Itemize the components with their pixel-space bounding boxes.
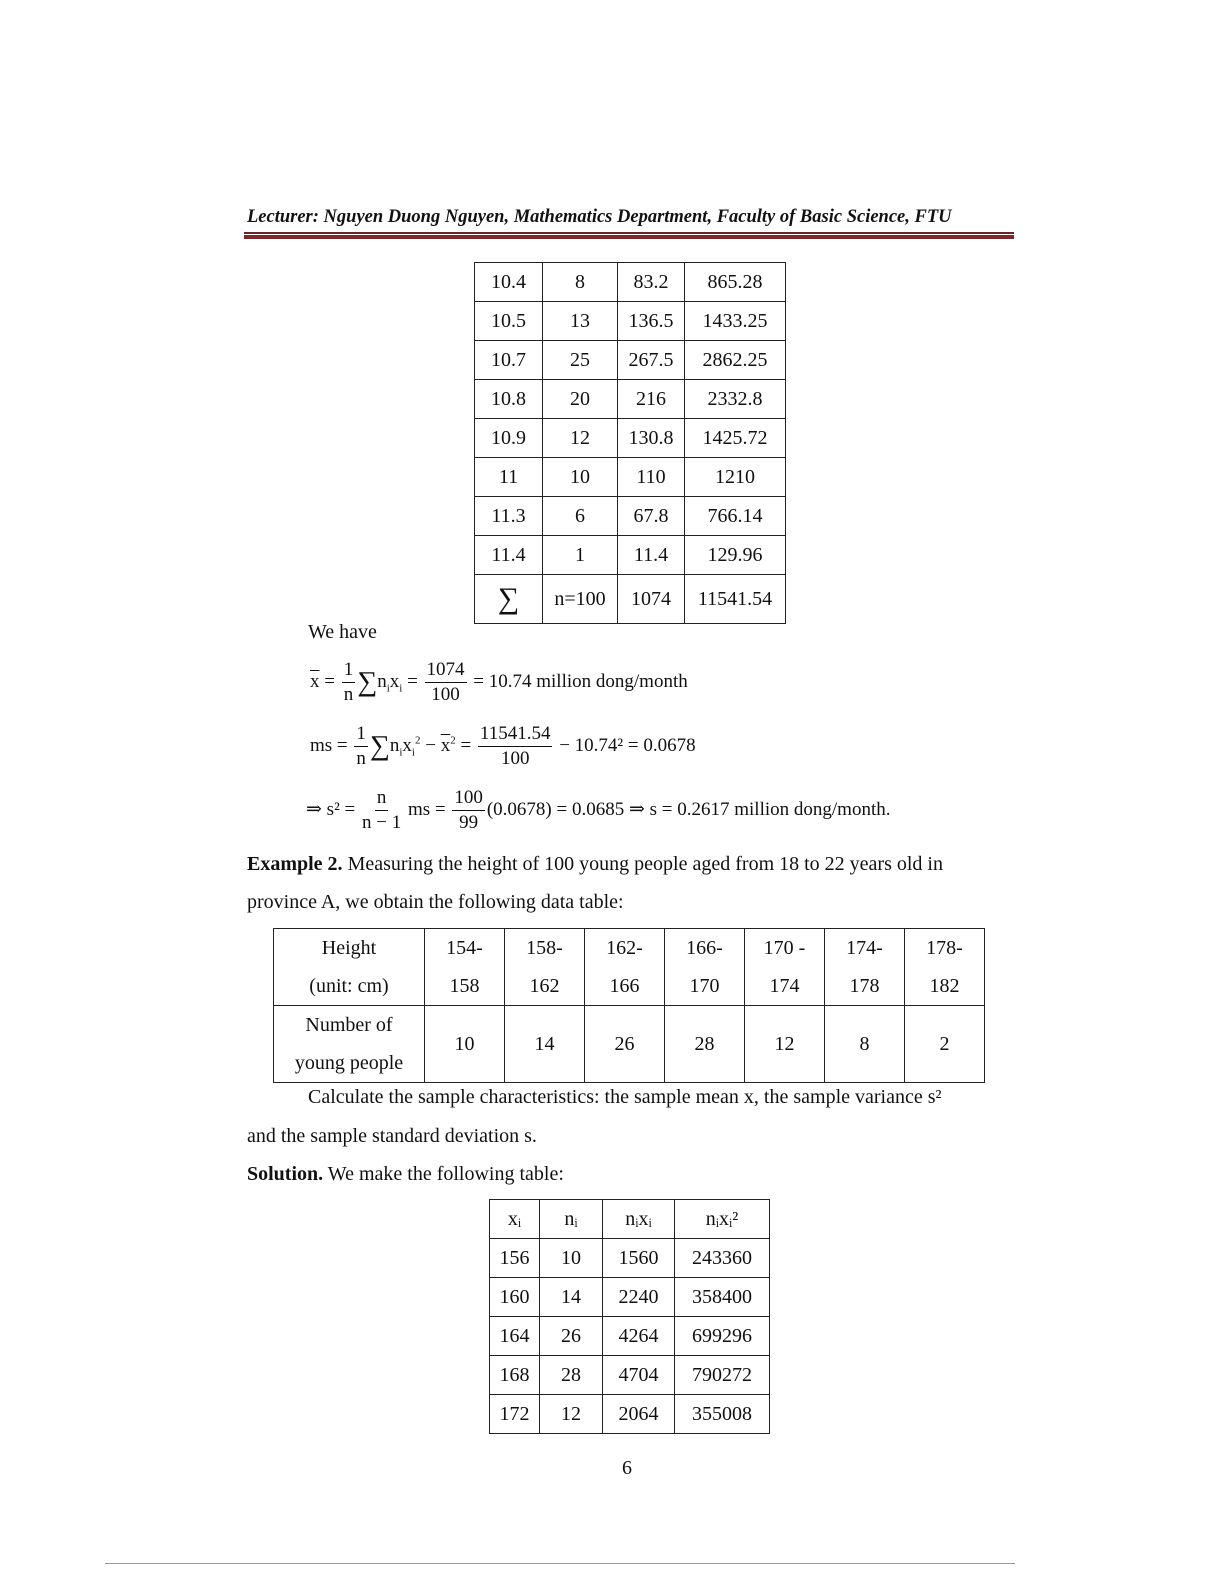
interval-cell	[505, 929, 585, 1006]
table-cell: 11541.54	[685, 575, 786, 624]
table-row	[490, 1278, 770, 1317]
table-cell: 164	[490, 1317, 540, 1356]
solution-label: Solution.	[247, 1163, 324, 1185]
count-cell: 28	[665, 1006, 745, 1083]
table-cell: 172	[490, 1395, 540, 1434]
page-number: 6	[622, 1457, 632, 1479]
table-cell: 110	[618, 458, 685, 497]
table-cell: 2862.25	[685, 341, 786, 380]
table-cell: 10.7	[475, 341, 543, 380]
table-row	[475, 263, 786, 302]
table-cell: 10.5	[475, 302, 543, 341]
column-header: nᵢxᵢ	[603, 1200, 675, 1239]
table-row	[475, 497, 786, 536]
interval-upper: 182	[929, 975, 960, 997]
den: n	[343, 684, 354, 705]
num: 100	[452, 786, 485, 811]
table-cell: 11.4	[475, 536, 543, 575]
table-cell: 11.4	[618, 536, 685, 575]
ms-result: − 10.74² = 0.0678	[559, 734, 696, 756]
table-row	[490, 1317, 770, 1356]
interval-cell	[745, 929, 825, 1006]
table-cell: 243360	[675, 1239, 770, 1278]
interval-upper: 178	[849, 975, 880, 997]
table-cell: 156	[490, 1239, 540, 1278]
table-cell: 8	[543, 263, 618, 302]
table-cell: 11	[475, 458, 543, 497]
count-cell: 12	[745, 1006, 825, 1083]
interval-lower: 158-	[526, 937, 563, 959]
table-cell: 10.8	[475, 380, 543, 419]
table-cell: 358400	[675, 1278, 770, 1317]
num: 11541.54	[478, 722, 553, 747]
example2-line1	[247, 853, 943, 876]
column-header: xᵢ	[490, 1200, 540, 1239]
table-cell: 11.3	[475, 497, 543, 536]
example-text: Measuring the height of 100 young people aged from 18 to 22 years old in	[342, 853, 943, 875]
interval-cell	[825, 929, 905, 1006]
count-cell: 10	[425, 1006, 505, 1083]
table-cell: 1425.72	[685, 419, 786, 458]
interval-lower: 170 -	[763, 937, 806, 959]
interval-cell	[905, 929, 985, 1006]
we-have-text: We have	[308, 621, 377, 643]
interval-upper: 170	[689, 975, 720, 997]
table-cell: 28	[540, 1356, 603, 1395]
table-row	[475, 341, 786, 380]
table-cell: 2240	[603, 1278, 675, 1317]
page-header: Lecturer: Nguyen Duong Nguyen, Mathematics Department, Faculty of Basic Science, FTU	[247, 207, 952, 227]
table-row	[475, 536, 786, 575]
income-table	[474, 262, 786, 624]
num: 1074	[425, 658, 467, 683]
interval-lower: 162-	[606, 937, 643, 959]
interval-lower: 178-	[926, 937, 963, 959]
s-result: (0.0678) = 0.0685 ⇒ s = 0.2617 million dong/month.	[486, 798, 891, 820]
table-cell: 1433.25	[685, 302, 786, 341]
table-cell: 130.8	[618, 419, 685, 458]
interval-cell	[585, 929, 665, 1006]
solution-text: We make the following table:	[323, 1163, 564, 1185]
num: 1	[342, 658, 356, 683]
column-header: nᵢxᵢ²	[675, 1200, 770, 1239]
table-cell: ∑	[475, 575, 543, 624]
h1: Height	[321, 937, 377, 959]
table-cell: 2064	[603, 1395, 675, 1434]
table-cell: 1	[543, 536, 618, 575]
solution-table	[489, 1199, 770, 1434]
table-cell: 67.8	[618, 497, 685, 536]
header-rule-thick	[244, 235, 1014, 239]
count-cell: 2	[905, 1006, 985, 1083]
table-cell: 216	[618, 380, 685, 419]
header-row	[490, 1200, 770, 1239]
interval-lower: 166-	[686, 937, 723, 959]
solution-line	[247, 1163, 564, 1186]
interval-lower: 154-	[446, 937, 483, 959]
ms-lhs: ms =	[310, 734, 348, 756]
table-cell: 20	[543, 380, 618, 419]
count-header	[274, 1006, 425, 1083]
interval-upper: 166	[609, 975, 640, 997]
table-cell: 4704	[603, 1356, 675, 1395]
table-cell: 14	[540, 1278, 603, 1317]
sum-symbol: ∑	[357, 666, 378, 698]
den: n − 1	[361, 812, 402, 833]
mean-formula: $\overline{x}$ = $\frac{1}{n}$ $\sum n_ix_i$ = $\frac{1074}{100}$ = 10.74 million dong/month	[310, 659, 688, 705]
interval-upper: 174	[769, 975, 800, 997]
table-row	[475, 380, 786, 419]
example2-line2: province A, we obtain the following data table:	[247, 891, 624, 913]
height-table	[273, 928, 985, 1083]
table-row	[490, 1395, 770, 1434]
table-cell: 168	[490, 1356, 540, 1395]
count-cell: 26	[585, 1006, 665, 1083]
table-cell: 12	[543, 419, 618, 458]
total-row	[475, 575, 786, 624]
ms-mid: ms =	[407, 798, 446, 820]
interval-cell	[425, 929, 505, 1006]
table-cell: 10	[543, 458, 618, 497]
table-row	[490, 1356, 770, 1395]
s-lhs: ⇒ s² =	[306, 798, 356, 820]
h2: (unit: cm)	[309, 975, 389, 997]
table-cell: 25	[543, 341, 618, 380]
table-cell: 83.2	[618, 263, 685, 302]
task-line1: Calculate the sample characteristics: the sample mean x, the sample variance s²	[308, 1086, 942, 1108]
table-cell: 26	[540, 1317, 603, 1356]
table-cell: 6	[543, 497, 618, 536]
table-cell: 1074	[618, 575, 685, 624]
table-cell: 13	[543, 302, 618, 341]
table-cell: 865.28	[685, 263, 786, 302]
header-rule	[244, 232, 1014, 234]
table-cell: 267.5	[618, 341, 685, 380]
height-header	[274, 929, 425, 1006]
s-formula	[306, 786, 890, 835]
den: 99	[459, 812, 479, 833]
xbar: $\overline{x}$	[310, 670, 320, 692]
task-line2: and the sample standard deviation s.	[247, 1125, 537, 1147]
table-cell: 12	[540, 1395, 603, 1434]
table-cell: 1210	[685, 458, 786, 497]
bottom-rule	[105, 1563, 1015, 1564]
table-row	[475, 458, 786, 497]
mean-result: = 10.74 million dong/month	[473, 670, 688, 692]
table-cell: n=100	[543, 575, 618, 624]
table-cell: 136.5	[618, 302, 685, 341]
table-row	[490, 1239, 770, 1278]
interval-lower: 174-	[846, 937, 883, 959]
table-cell: 129.96	[685, 536, 786, 575]
r2: young people	[294, 1052, 404, 1074]
table-cell: 10	[540, 1239, 603, 1278]
table-row	[475, 302, 786, 341]
table-cell: 766.14	[685, 497, 786, 536]
interval-upper: 158	[449, 975, 480, 997]
table-row	[475, 419, 786, 458]
table-cell: 2332.8	[685, 380, 786, 419]
table-cell: 10.4	[475, 263, 543, 302]
ms-formula: ms = $\frac{1}{n}$ $\sum n_ix_i^2 - \overline{x}^2$ = $\frac{11541.54}{100}$ − 10.74² = 0.0678	[310, 723, 696, 769]
table-cell: 699296	[675, 1317, 770, 1356]
table-cell: 790272	[675, 1356, 770, 1395]
table-cell: 160	[490, 1278, 540, 1317]
num: n	[375, 786, 389, 811]
interval-upper: 162	[529, 975, 560, 997]
table-cell: 355008	[675, 1395, 770, 1434]
interval-cell	[665, 929, 745, 1006]
table-cell: 4264	[603, 1317, 675, 1356]
column-header: nᵢ	[540, 1200, 603, 1239]
table-cell: 1560	[603, 1239, 675, 1278]
r1: Number of	[305, 1014, 393, 1036]
example-label: Example 2.	[247, 853, 343, 875]
den: 100	[500, 748, 530, 769]
den: 100	[431, 684, 460, 705]
table-cell: 10.9	[475, 419, 543, 458]
count-cell: 14	[505, 1006, 585, 1083]
count-cell: 8	[825, 1006, 905, 1083]
